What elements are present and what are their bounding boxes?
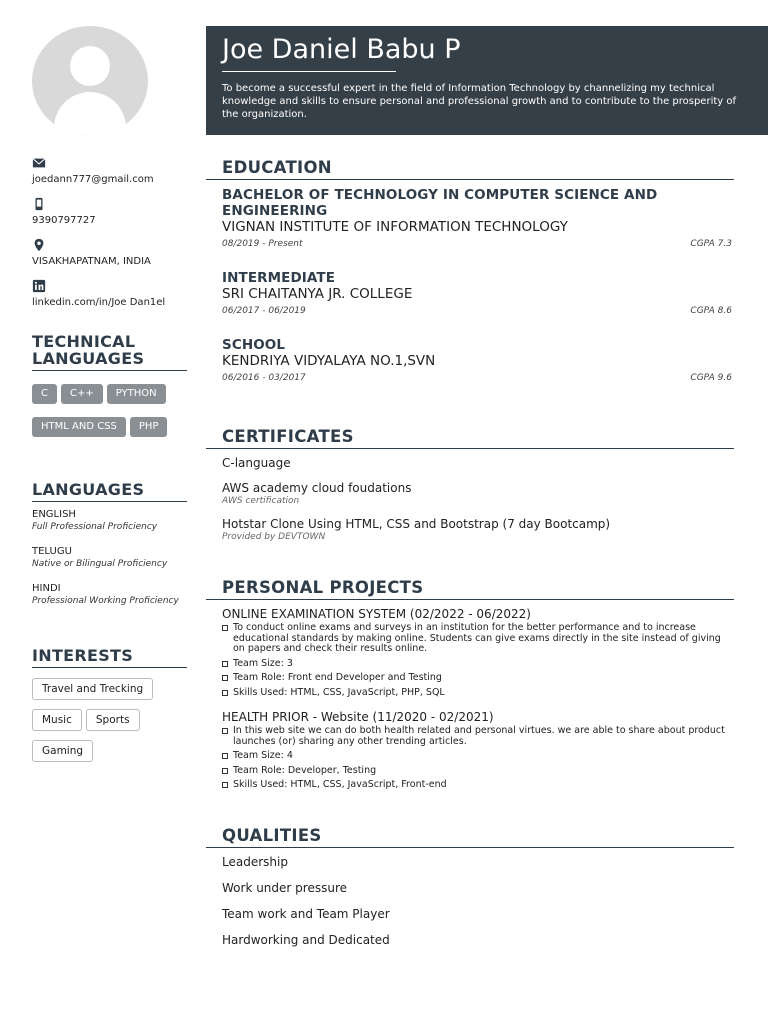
language-item [32,583,192,606]
project-bullet: Team Role: Developer, Testing [222,766,732,777]
envelope-icon [32,156,46,170]
certificates-title: CERTIFICATES [206,427,734,449]
education-degree: BACHELOR OF TECHNOLOGY IN COMPUTER SCIENCE AND ENGINEERING [222,187,658,219]
language-item [32,546,192,569]
project-bullet: Skills Used: HTML, CSS, JavaScript, Front-end [222,780,732,791]
certificate-item [222,481,732,506]
education-item [222,187,732,249]
language-proficiency: Native or Bilingual Proficiency [32,559,168,569]
quality-item: Leadership [222,855,288,869]
certificate-issuer: AWS certification [222,496,300,506]
linkedin-icon [32,279,46,293]
quality-item: Work under pressure [222,881,347,895]
education-title: EDUCATION [206,158,734,180]
contact-email [32,156,188,185]
phone-text: 9390797727 [32,215,96,226]
contact-linkedin [32,279,188,308]
interest-tag: Travel and Trecking [32,678,153,700]
education-dates: 06/2016 - 03/2017 [222,373,306,383]
certificate-name: Hotstar Clone Using HTML, CSS and Bootstrap (7 day Bootcamp) [222,517,611,531]
technical-languages-title: TECHNICAL LANGUAGES [32,333,187,371]
languages-title: LANGUAGES [32,481,187,502]
education-item [222,270,732,316]
education-item [222,337,732,383]
tag-c: C [32,384,57,404]
interest-tag: Sports [86,709,140,731]
language-name: TELUGU [32,546,72,557]
project-bullet: Team Size: 3 [222,659,732,670]
language-proficiency: Professional Working Proficiency [32,596,179,606]
education-institution: SRI CHAITANYA JR. COLLEGE [222,286,413,302]
mobile-phone-icon [32,197,46,211]
project-bullet: Skills Used: HTML, CSS, JavaScript, PHP, SQL [222,688,732,699]
project-bullet: Team Size: 4 [222,751,732,762]
personal-projects-title: PERSONAL PROJECTS [206,578,734,600]
quality-item: Hardworking and Dedicated [222,933,390,947]
project-name: ONLINE EXAMINATION SYSTEM (02/2022 - 06/2022) [222,607,531,621]
interest-tags [32,677,188,770]
language-item [32,509,192,532]
avatar-body-shape [54,92,126,136]
language-proficiency: Full Professional Proficiency [32,522,158,532]
project-bullet: In this web site we can do both health related and personal virtues. we are able to share about product launches (or) sharing any other trending articles. [222,726,732,747]
tag-php: PHP [130,417,168,437]
contact-phone [32,197,188,226]
project-item [222,607,732,702]
quality-item: Team work and Team Player [222,907,390,921]
education-institution: VIGNAN INSTITUTE OF INFORMATION TECHNOLOGY [222,219,568,235]
location-pin-icon [32,238,46,252]
email-text[interactable]: joedann777@gmail.com [32,174,154,185]
contact-location [32,238,188,267]
location-text: VISAKHAPATNAM, INDIA [32,256,151,267]
education-grade: CGPA 9.6 [690,373,732,383]
name-underline [222,71,396,72]
tag-html-css: HTML AND CSS [32,417,126,437]
certificate-item [222,517,732,542]
certificate-name: AWS academy cloud foudations [222,481,412,495]
interest-tag: Music [32,709,82,731]
education-dates: 06/2017 - 06/2019 [222,306,306,316]
education-dates: 08/2019 - Present [222,239,303,249]
project-name: HEALTH PRIOR - Website (11/2020 - 02/2021) [222,710,494,724]
linkedin-text[interactable]: linkedin.com/in/Joe Dan1el [32,297,166,308]
certificate-issuer: Provided by DEVTOWN [222,532,326,542]
education-grade: CGPA 8.6 [690,306,732,316]
certificate-name: C-language [222,456,291,470]
education-grade: CGPA 7.3 [690,239,732,249]
project-bullet: Team Role: Front end Developer and Testing [222,673,732,684]
project-item [222,710,732,795]
language-name: ENGLISH [32,509,76,520]
avatar-head-shape [70,46,110,86]
project-bullet: To conduct online exams and surveys in an institution for the better performance and to increase educational standards by making online. Students can give exams directly in the site instead of giving on papers and check their results online. [222,623,732,655]
technical-tags [32,381,188,447]
education-degree: SCHOOL [222,337,286,353]
avatar [32,26,148,136]
candidate-name: Joe Daniel Babu P [222,34,461,65]
tag-cpp: C++ [61,384,103,404]
tag-python: PYTHON [107,384,166,404]
career-objective: To become a successful expert in the field of Information Technology by channelizing my technical knowledge and skills to ensure personal and professional growth and to contribute to the prosperity of the organization. [222,83,737,120]
interests-title: INTERESTS [32,647,187,668]
interest-tag: Gaming [32,740,93,762]
qualities-title: QUALITIES [206,826,734,848]
education-institution: KENDRIYA VIDYALAYA NO.1,SVN [222,353,436,369]
resume-header [206,26,768,135]
education-degree: INTERMEDIATE [222,270,336,286]
certificate-item [222,456,732,470]
language-name: HINDI [32,583,61,594]
